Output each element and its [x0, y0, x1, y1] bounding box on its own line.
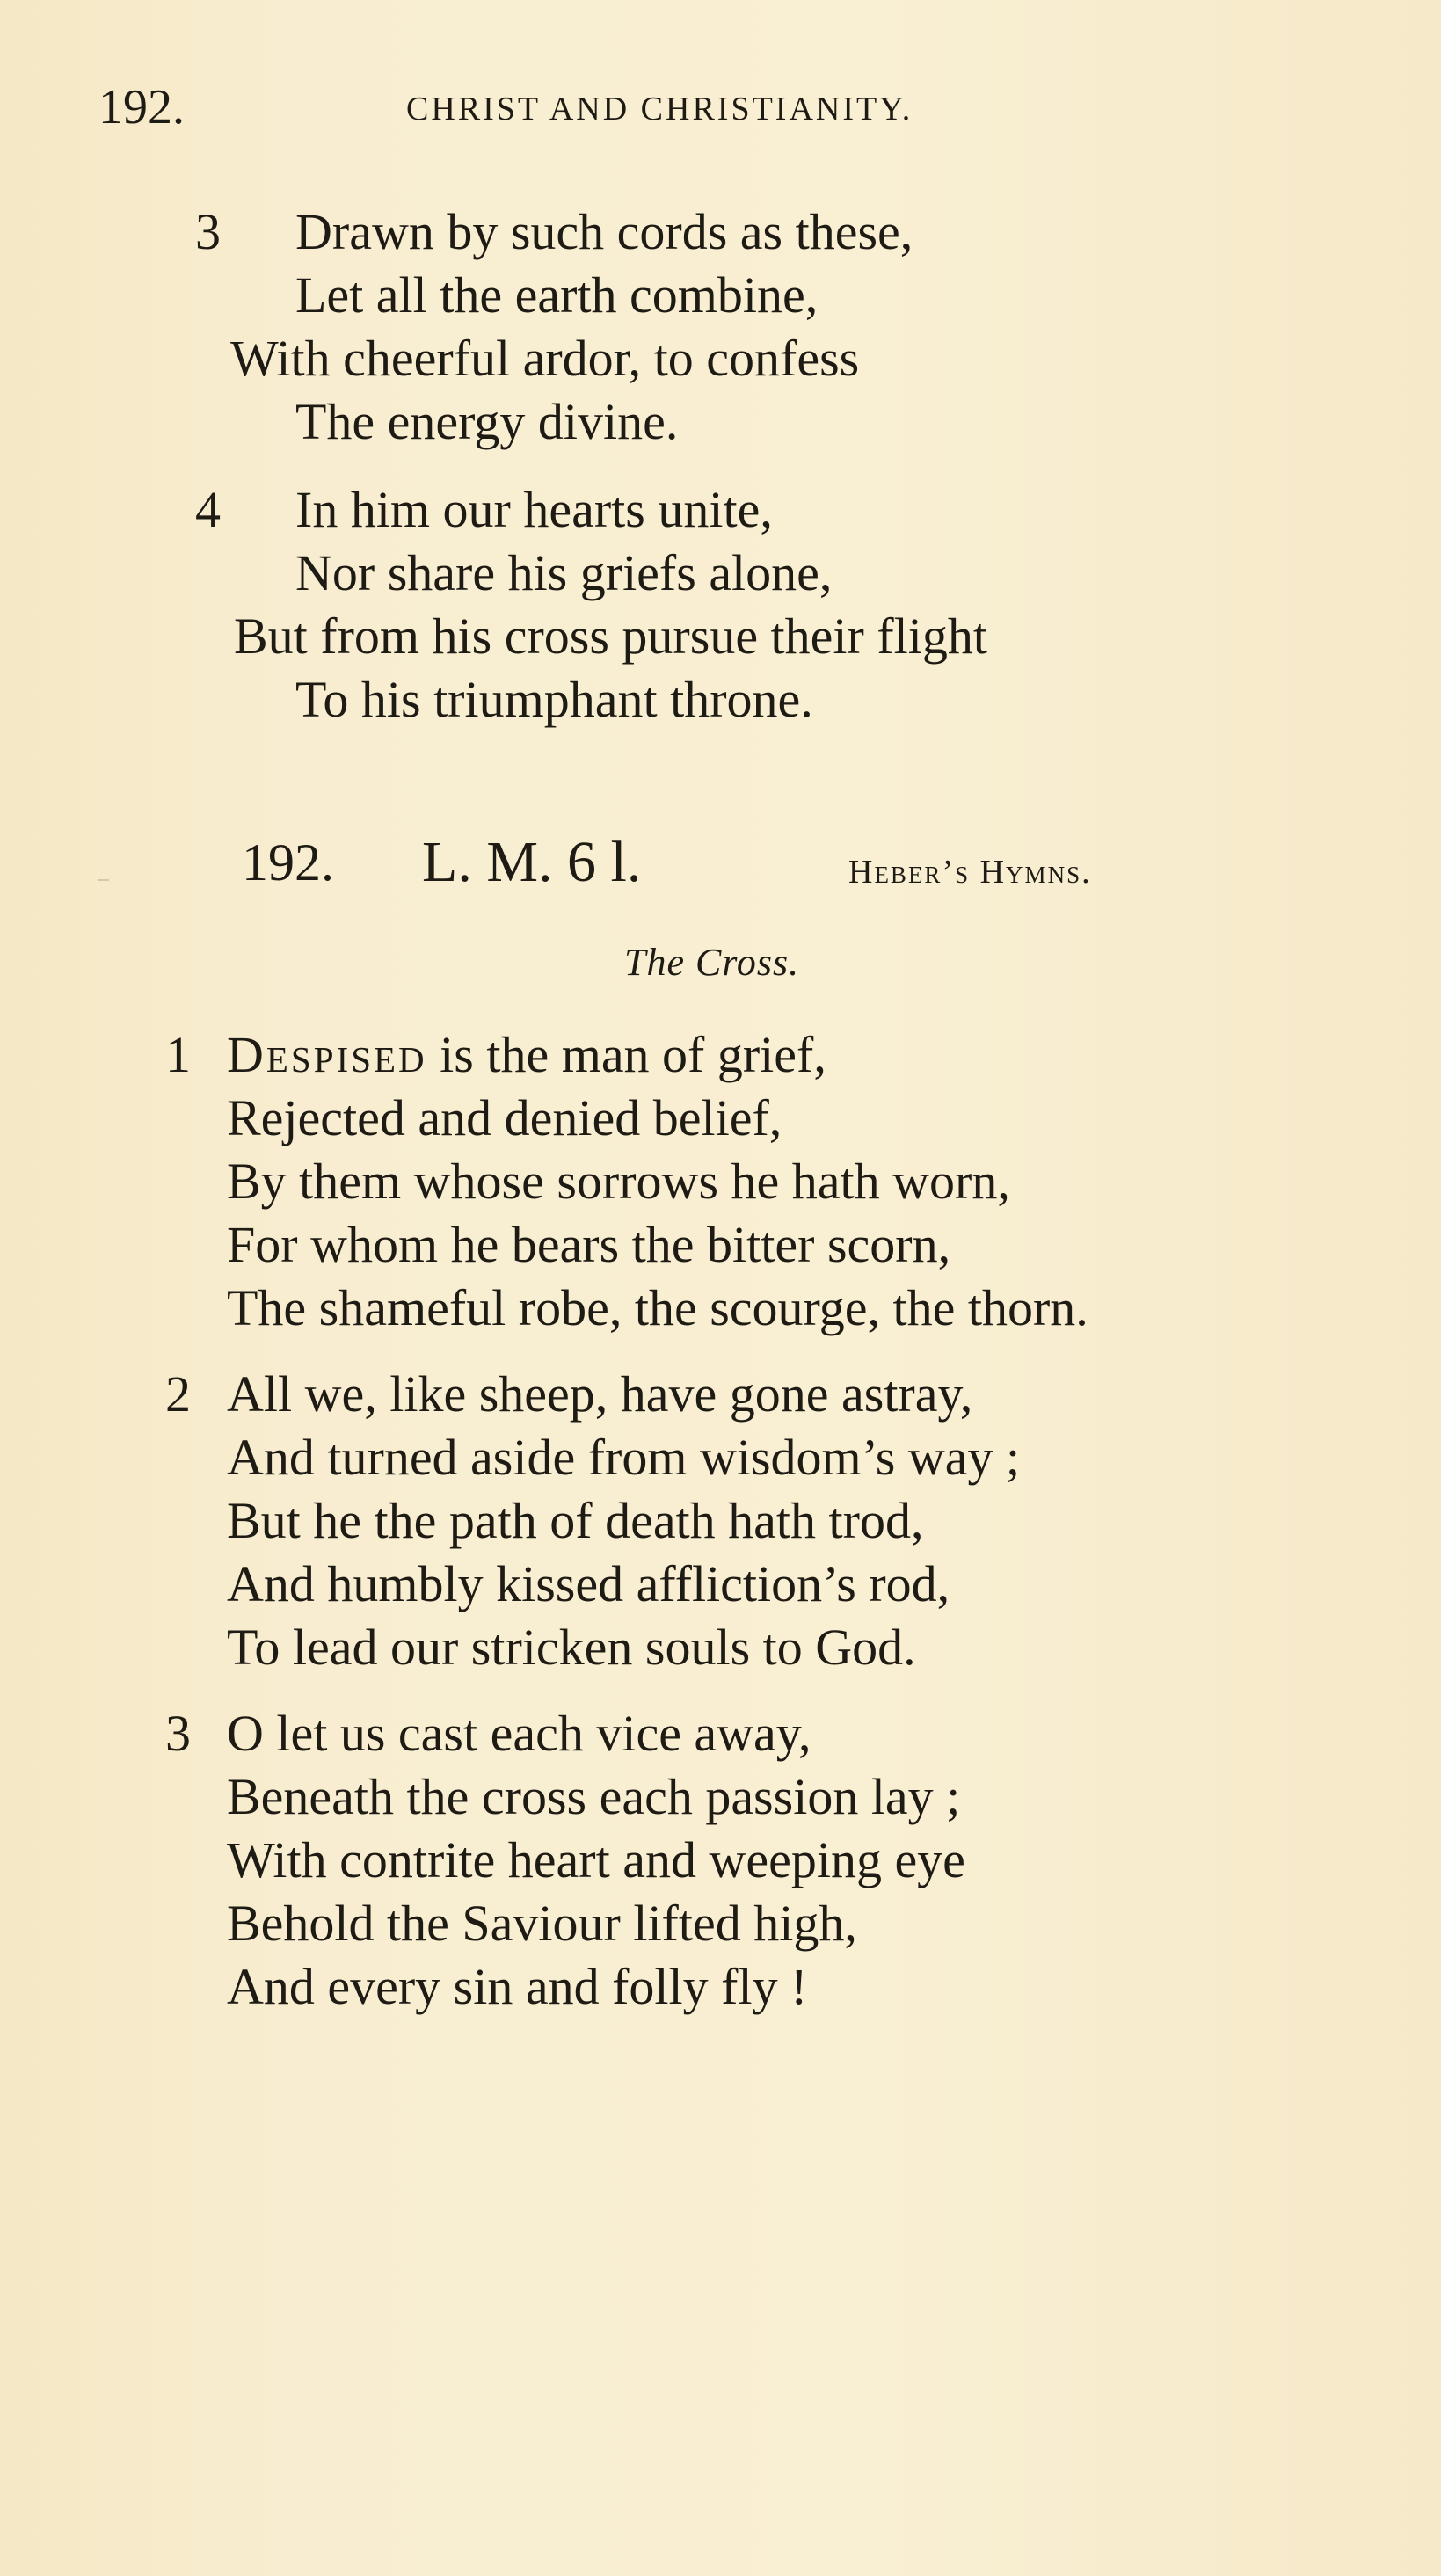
verse-line: To lead our stricken souls to God.	[227, 1619, 916, 1676]
verse-line: To his triumphant throne.	[295, 671, 813, 728]
verse-line: Drawn by such cords as these,	[295, 203, 913, 260]
hymn-source: Heber’s Hymns.	[848, 854, 1092, 891]
verse-line: Behold the Saviour lifted high,	[227, 1895, 857, 1952]
verse-line: In him our hearts unite,	[295, 481, 773, 538]
verse-line: O let us cast each vice away,	[227, 1705, 811, 1762]
verse-line: The energy divine.	[295, 393, 679, 450]
verse-line: All we, like sheep, have gone astray,	[227, 1365, 973, 1423]
verse-line: Beneath the cross each passion lay ;	[227, 1768, 961, 1825]
hymn-title: The Cross.	[624, 941, 800, 984]
stanza-number: 4	[195, 481, 221, 538]
verse-line: Let all the earth combine,	[295, 266, 819, 324]
hymn-heading	[242, 830, 1209, 895]
running-head: CHRIST AND CHRISTIANITY.	[406, 91, 913, 127]
stanza-number: 3	[165, 1705, 191, 1762]
page-header	[98, 81, 1066, 142]
verse-line: But he the path of death hath trod,	[227, 1492, 924, 1549]
verse-line: With cheerful ardor, to confess	[230, 330, 860, 387]
stanza-number: 1	[165, 1026, 191, 1083]
margin-mark	[98, 879, 109, 881]
page-number: 192.	[98, 80, 185, 135]
verse-line: Rejected and denied belief,	[227, 1089, 782, 1146]
verse-line: And every sin and folly fly !	[227, 1958, 808, 2015]
verse-line: Nor share his griefs alone,	[295, 544, 833, 601]
verse-line: With contrite heart and weeping eye	[227, 1831, 965, 1888]
verse-line: The shameful robe, the scourge, the thorn.	[227, 1279, 1088, 1336]
verse-line-rest: is the man of grief,	[426, 1026, 826, 1083]
stanza-number: 3	[195, 203, 221, 260]
hymn-number: 192.	[242, 833, 334, 891]
first-word: Despised	[227, 1026, 427, 1083]
verse-line: And turned aside from wisdom’s way ;	[227, 1429, 1021, 1486]
hymn-meter: L. M. 6 l.	[422, 830, 642, 894]
stanza-number: 2	[165, 1365, 191, 1423]
verse-line: But from his cross pursue their flight	[234, 608, 988, 665]
verse-line: For whom he bears the bitter scorn,	[227, 1216, 951, 1273]
verse-line	[227, 1027, 826, 1083]
verse-line: And humbly kissed affliction’s rod,	[227, 1555, 950, 1612]
verse-line: By them whose sorrows he hath worn,	[227, 1153, 1010, 1210]
